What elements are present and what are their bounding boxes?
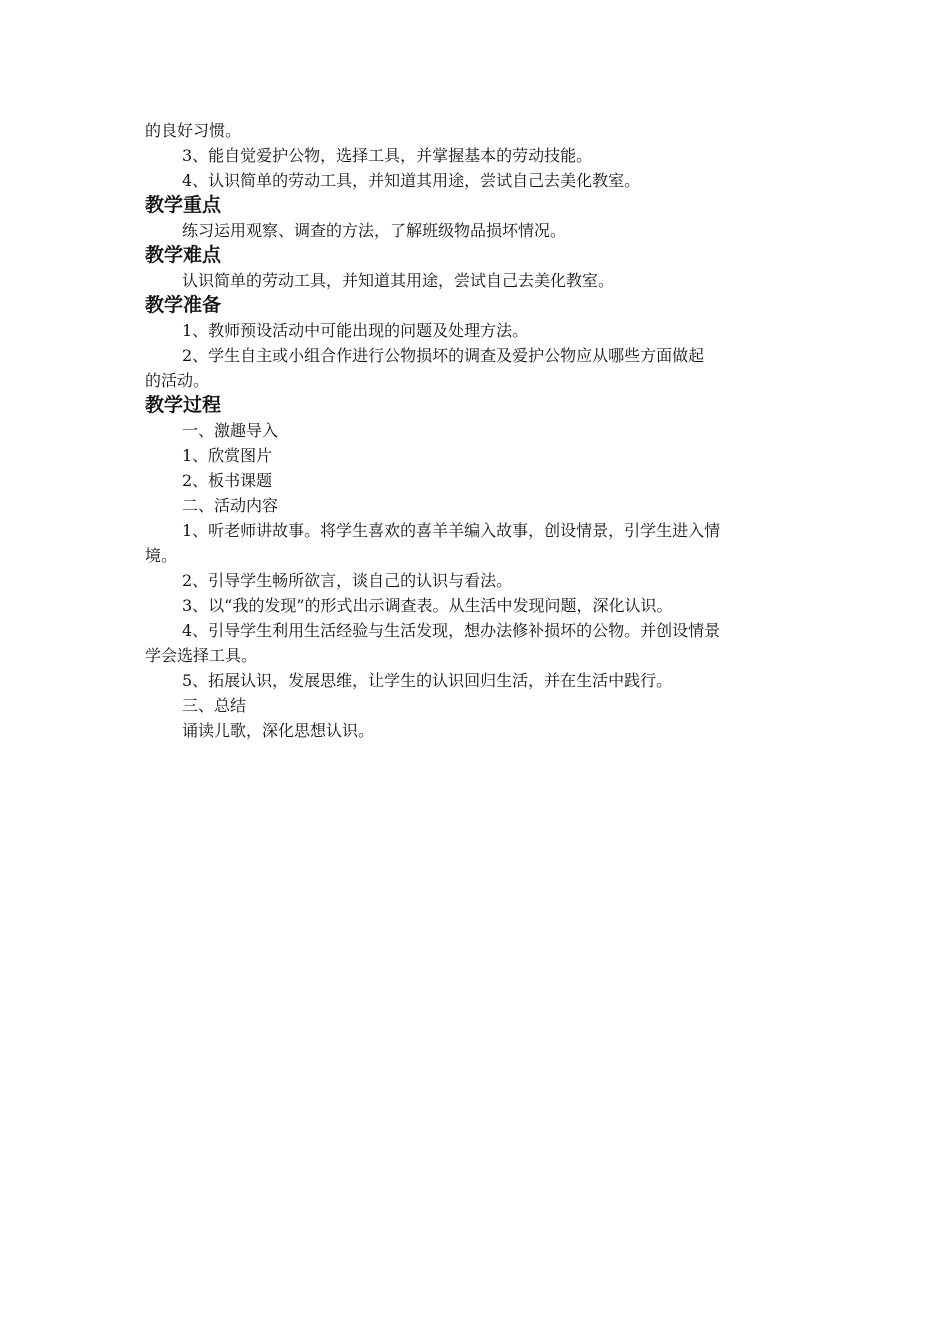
section-2-item-4-line-1: 4、引导学生利用生活经验与生活发现，想办法修补损坏的公物。并创设情景 <box>182 621 721 640</box>
difficulty-text: 认识简单的劳动工具，并知道其用途，尝试自己去美化教室。 <box>182 271 615 290</box>
preparation-item-2-line-1: 2、学生自主或小组合作进行公物损坏的调查及爱护公物应从哪些方面做起 <box>182 346 705 365</box>
preparation-heading: 教学准备 <box>145 294 222 316</box>
preparation-item-1: 1、教师预设活动中可能出现的问题及处理方法。 <box>182 321 529 340</box>
process-heading: 教学过程 <box>145 394 222 416</box>
goal-3-text: 3、能自觉爱护公物，选择工具，并掌握基本的劳动技能。 <box>182 146 593 165</box>
section-1-title: 一、激趣导入 <box>182 421 279 440</box>
preparation-item-2-line-2: 的活动。 <box>145 371 210 390</box>
section-2-item-1-line-2: 境。 <box>145 546 178 565</box>
section-3-title: 三、总结 <box>182 696 247 715</box>
section-3-text: 诵读儿歌，深化思想认识。 <box>182 721 375 740</box>
intro-tail-text: 的良好习惯。 <box>145 121 242 140</box>
focus-text: 练习运用观察、调查的方法，了解班级物品损坏情况。 <box>182 221 567 240</box>
section-2-item-3: 3、以“我的发现”的形式出示调查表。从生活中发现问题，深化认识。 <box>182 596 673 615</box>
focus-heading: 教学重点 <box>145 194 222 216</box>
section-2-item-5: 5、拓展认识，发展思维，让学生的认识回归生活，并在生活中践行。 <box>182 671 673 690</box>
section-1-item-1: 1、欣赏图片 <box>182 446 273 465</box>
difficulty-heading: 教学难点 <box>145 244 222 266</box>
section-2-item-2: 2、引导学生畅所欲言，谈自己的认识与看法。 <box>182 571 513 590</box>
goal-4-text: 4、认识简单的劳动工具，并知道其用途，尝试自己去美化教室。 <box>182 171 641 190</box>
section-2-item-1-line-1: 1、听老师讲故事。将学生喜欢的喜羊羊编入故事，创设情景，引学生进入情 <box>182 521 721 540</box>
section-1-item-2: 2、板书课题 <box>182 471 273 490</box>
section-2-item-4-line-2: 学会选择工具。 <box>145 646 258 665</box>
section-2-title: 二、活动内容 <box>182 496 279 515</box>
document-body <box>145 118 810 743</box>
